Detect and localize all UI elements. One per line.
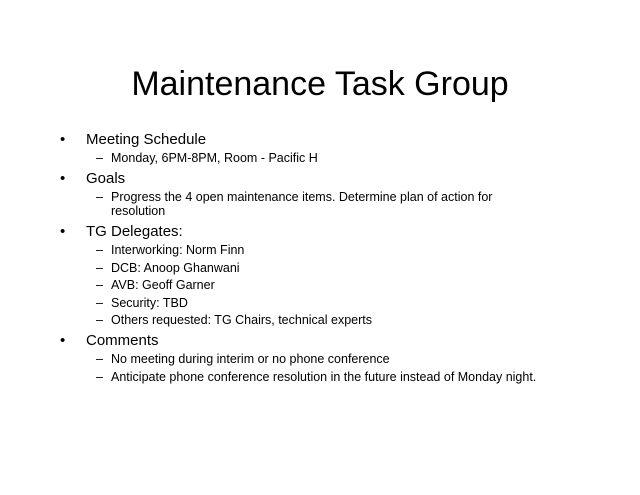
bullet-label: TG Delegates: [86, 223, 183, 240]
sub-item-text: Security: TBD [111, 295, 188, 310]
sub-list-goals [60, 190, 600, 218]
sub-item-text: AVB: Geoff Garner [111, 278, 215, 292]
dash-icon: – [96, 278, 103, 292]
sub-item-text: Others requested: TG Chairs, technical experts [111, 313, 372, 327]
bullet-icon: • [60, 223, 66, 240]
dash-icon: – [96, 190, 103, 204]
bullet-label: Meeting Schedule [86, 131, 207, 148]
bullet-icon: • [60, 131, 66, 148]
slide-body [60, 130, 600, 388]
sub-item [60, 296, 600, 310]
sub-item-text: Interworking: Norm Finn [111, 243, 245, 257]
bullet-meeting-schedule [60, 130, 600, 149]
bullet-comments [60, 331, 600, 350]
sub-item [60, 352, 600, 366]
sub-item-text: DCB: Anoop Ghanwani [111, 260, 240, 275]
sub-item [60, 313, 600, 327]
sub-item [60, 243, 600, 257]
bullet-icon: • [60, 170, 66, 187]
sub-item [60, 278, 600, 292]
sub-item [60, 261, 600, 275]
sub-item [60, 151, 600, 165]
sub-item [60, 370, 600, 384]
bullet-label: Goals [86, 170, 126, 187]
dash-icon: – [96, 369, 103, 384]
bullet-goals [60, 169, 600, 188]
sub-list-tg-delegates [60, 243, 600, 327]
dash-icon: – [96, 260, 103, 275]
bullet-icon: • [60, 332, 66, 349]
dash-icon: – [96, 352, 103, 366]
slide-title: Maintenance Task Group [131, 65, 509, 103]
dash-icon: – [96, 243, 103, 257]
dash-icon: – [96, 295, 103, 310]
bullet-tg-delegates [60, 222, 600, 241]
sub-item-text: No meeting during interim or no phone conference [111, 352, 390, 366]
dash-icon: – [96, 151, 103, 165]
sub-item [60, 190, 531, 218]
sub-list-comments [60, 352, 600, 384]
sub-item-text: Monday, 6PM-8PM, Room - Pacific H [111, 151, 318, 165]
sub-list-meeting-schedule [60, 151, 600, 165]
dash-icon: – [96, 313, 103, 327]
bullet-label: Comments [86, 332, 159, 349]
sub-item-text: Anticipate phone conference resolution in the future instead of Monday night. [111, 369, 537, 384]
sub-item-text: Progress the 4 open maintenance items. Determine plan of action for resolution [111, 190, 493, 218]
